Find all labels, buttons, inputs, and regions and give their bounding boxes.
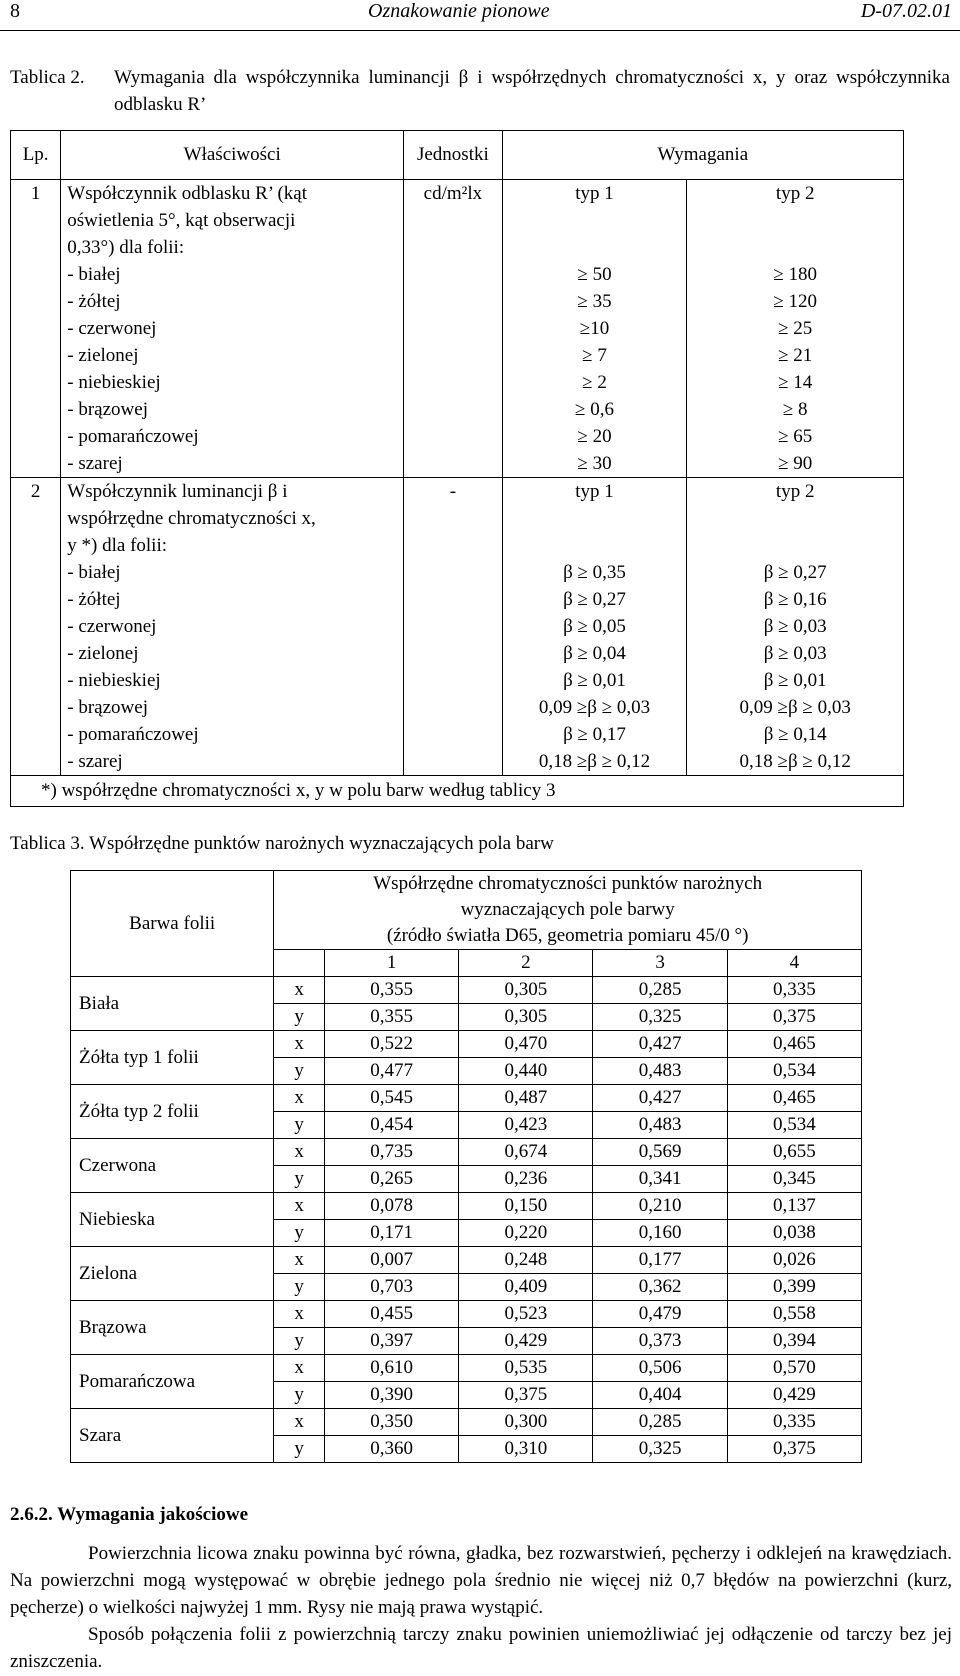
x-coordinate: 0,674	[459, 1139, 593, 1166]
y-coordinate: 0,360	[325, 1436, 459, 1463]
x-coordinate: 0,355	[325, 977, 459, 1004]
table2	[10, 130, 904, 807]
type1-requirement: 0,18 ≥β ≥ 0,12	[538, 751, 651, 772]
y-coordinate: 0,375	[459, 1382, 593, 1409]
axis-blank	[274, 950, 325, 977]
type1-requirement: ≥ 30	[577, 453, 612, 474]
axis-x: x	[274, 1139, 325, 1166]
type1-label: typ 1	[575, 481, 614, 502]
axis-x: x	[274, 977, 325, 1004]
foil-color-name: - białej	[67, 562, 121, 583]
table3-row-x	[71, 1139, 862, 1166]
foil-color: Zielona	[71, 1247, 274, 1301]
foil-color-name: - szarej	[67, 453, 123, 474]
y-coordinate: 0,325	[593, 1004, 727, 1031]
x-coordinate: 0,455	[325, 1301, 459, 1328]
spacer	[503, 532, 687, 559]
x-coordinate: 0,137	[727, 1193, 861, 1220]
y-coordinate: 0,483	[593, 1058, 727, 1085]
axis-y: y	[274, 1004, 325, 1031]
y-coordinate: 0,310	[459, 1436, 593, 1463]
axis-y: y	[274, 1382, 325, 1409]
axis-x: x	[274, 1247, 325, 1274]
y-coordinate: 0,375	[727, 1004, 861, 1031]
table2-caption	[10, 64, 950, 118]
type2-requirement: ≥ 25	[778, 318, 813, 339]
axis-x: x	[274, 1301, 325, 1328]
y-coordinate: 0,160	[593, 1220, 727, 1247]
x-coordinate: 0,427	[593, 1085, 727, 1112]
type2-requirement: β ≥ 0,01	[763, 670, 827, 691]
foil-color: Żółta typ 2 folii	[71, 1085, 274, 1139]
x-coordinate: 0,335	[727, 1409, 861, 1436]
x-coordinate: 0,026	[727, 1247, 861, 1274]
requirement-type1-column	[502, 180, 687, 478]
property-description-line: y *) dla folii:	[67, 535, 168, 556]
type1-requirement: ≥ 20	[577, 426, 612, 447]
y-coordinate: 0,038	[727, 1220, 861, 1247]
y-coordinate: 0,429	[459, 1328, 593, 1355]
foil-color-name: - pomarańczowej	[67, 426, 199, 447]
y-coordinate: 0,703	[325, 1274, 459, 1301]
table3	[70, 870, 862, 1463]
axis-x: x	[274, 1085, 325, 1112]
foil-color: Biała	[71, 977, 274, 1031]
row-lp	[11, 478, 61, 776]
foil-color-name: - zielonej	[67, 345, 139, 366]
y-coordinate: 0,220	[459, 1220, 593, 1247]
foil-color-name: - niebieskiej	[67, 372, 161, 393]
type2-requirement: ≥ 120	[773, 291, 818, 312]
x-coordinate: 0,335	[727, 977, 861, 1004]
x-coordinate: 0,300	[459, 1409, 593, 1436]
type2-label: typ 2	[775, 481, 815, 502]
type2-requirement: ≥ 8	[782, 399, 808, 420]
type2-requirement: ≥ 21	[778, 345, 813, 366]
foil-color-name: - brązowej	[67, 399, 148, 420]
header-units: Jednostki	[404, 131, 503, 180]
row-lp	[11, 180, 61, 478]
x-coordinate: 0,305	[459, 977, 593, 1004]
x-coordinate: 0,479	[593, 1301, 727, 1328]
table3-row-x	[71, 977, 862, 1004]
type2-label: typ 2	[775, 183, 815, 204]
table2-caption-text: Wymagania dla współczynnika luminancji β i współrzędnych chromatyczności x, y oraz współczynnika odblasku R’	[114, 67, 950, 115]
foil-color: Szara	[71, 1409, 274, 1463]
axis-x: x	[274, 1355, 325, 1382]
table3-row-x	[71, 1085, 862, 1112]
page-header	[0, 0, 960, 31]
y-coordinate: 0,397	[325, 1328, 459, 1355]
table3-row-x	[71, 1193, 862, 1220]
y-coordinate: 0,375	[727, 1436, 861, 1463]
header-lp: Lp.	[11, 131, 61, 180]
table3-body	[71, 871, 862, 1463]
document-code: D-07.02.01	[860, 0, 952, 22]
type2-requirement: 0,09 ≥β ≥ 0,03	[739, 697, 851, 718]
y-coordinate: 0,454	[325, 1112, 459, 1139]
spacer	[503, 207, 687, 234]
y-coordinate: 0,483	[593, 1112, 727, 1139]
table3-row-x	[71, 1301, 862, 1328]
property-description-line: Współczynnik odblasku R’ (kąt	[67, 183, 308, 204]
row-number: 2	[30, 481, 41, 502]
foil-color-name: - żółtej	[67, 291, 121, 312]
y-coordinate: 0,409	[459, 1274, 593, 1301]
type1-requirement: ≥ 7	[582, 345, 607, 366]
x-coordinate: 0,285	[593, 977, 727, 1004]
y-coordinate: 0,404	[593, 1382, 727, 1409]
table3-row-x	[71, 1031, 862, 1058]
table3-row-x	[71, 1409, 862, 1436]
row-unit	[404, 478, 503, 776]
type2-requirement: β ≥ 0,03	[763, 643, 827, 664]
type1-requirement: 0,09 ≥β ≥ 0,03	[538, 697, 651, 718]
x-coordinate: 0,558	[727, 1301, 861, 1328]
point-number: 2	[459, 950, 593, 977]
axis-x: x	[274, 1031, 325, 1058]
table2-row	[11, 180, 904, 478]
header-properties: Właściwości	[61, 131, 404, 180]
x-coordinate: 0,522	[325, 1031, 459, 1058]
type1-requirement: β ≥ 0,27	[563, 589, 626, 610]
unit-value: cd/m²lx	[423, 183, 483, 204]
x-coordinate: 0,078	[325, 1193, 459, 1220]
type1-requirement: β ≥ 0,35	[563, 562, 626, 583]
header-coordinates-line: wyznaczających pole barwy	[460, 899, 675, 920]
x-coordinate: 0,470	[459, 1031, 593, 1058]
axis-y: y	[274, 1058, 325, 1085]
y-coordinate: 0,341	[593, 1166, 727, 1193]
y-coordinate: 0,362	[593, 1274, 727, 1301]
type1-requirement: ≥10	[579, 318, 610, 339]
axis-y: y	[274, 1436, 325, 1463]
table3-row-x	[71, 1355, 862, 1382]
x-coordinate: 0,523	[459, 1301, 593, 1328]
property-description-line: Współczynnik luminancji β i	[67, 481, 288, 502]
x-coordinate: 0,655	[727, 1139, 861, 1166]
x-coordinate: 0,350	[325, 1409, 459, 1436]
header-title: Oznakowanie pionowe	[368, 0, 550, 22]
type2-requirement: β ≥ 0,16	[763, 589, 827, 610]
y-coordinate: 0,325	[593, 1436, 727, 1463]
table3-header-row	[71, 871, 862, 950]
type2-requirement: ≥ 90	[778, 453, 813, 474]
point-number: 1	[325, 950, 459, 977]
foil-color: Żółta typ 1 folii	[71, 1031, 274, 1085]
table2-header-row	[11, 131, 904, 180]
foil-color-name: - pomarańczowej	[67, 724, 199, 745]
property-description-line: oświetlenia 5°, kąt obserwacji	[67, 210, 296, 231]
table2-footnote: *) współrzędne chromatyczności x, y w polu barw według tablicy 3	[11, 776, 904, 807]
type1-requirement: ≥ 2	[582, 372, 607, 393]
unit-value: -	[449, 481, 457, 502]
y-coordinate: 0,440	[459, 1058, 593, 1085]
header-coordinates	[274, 871, 862, 950]
y-coordinate: 0,171	[325, 1220, 459, 1247]
header-requirements: Wymagania	[502, 131, 903, 180]
table3-row-x	[71, 1247, 862, 1274]
section-heading: 2.6.2. Wymagania jakościowe	[10, 1504, 249, 1525]
y-coordinate: 0,429	[727, 1382, 861, 1409]
type2-requirement: ≥ 14	[778, 372, 813, 393]
page-number: 8	[10, 0, 20, 22]
table2-row	[11, 478, 904, 776]
x-coordinate: 0,506	[593, 1355, 727, 1382]
row-number: 1	[30, 183, 41, 204]
y-coordinate: 0,373	[593, 1328, 727, 1355]
type2-requirement: β ≥ 0,14	[763, 724, 827, 745]
x-coordinate: 0,570	[727, 1355, 861, 1382]
y-coordinate: 0,355	[325, 1004, 459, 1031]
section-paragraph-1: Powierzchnia licowa znaku powinna być równa, gładka, bez rozwarstwień, pęcherzy i odklejeń na krawędziach. Na powierzchni mogą występować w obrębie jednego pola średnio nie więcej niż 0,7 błędów na powierzchni (kurz, pęcherze) o wielkości najwyżej 1 mm. Rysy nie mają prawa wystąpić.	[10, 1543, 952, 1618]
type1-requirement: β ≥ 0,05	[563, 616, 626, 637]
x-coordinate: 0,285	[593, 1409, 727, 1436]
y-coordinate: 0,236	[459, 1166, 593, 1193]
x-coordinate: 0,465	[727, 1031, 861, 1058]
axis-y: y	[274, 1274, 325, 1301]
foil-color-name: - żółtej	[67, 589, 121, 610]
requirement-type2-column	[687, 180, 904, 478]
y-coordinate: 0,305	[459, 1004, 593, 1031]
table3-caption: Tablica 3. Współrzędne punktów narożnych wyznaczających pola barw	[10, 833, 554, 854]
type2-requirement: β ≥ 0,27	[763, 562, 827, 583]
point-number: 4	[727, 950, 861, 977]
type1-requirement: ≥ 35	[577, 291, 612, 312]
type1-requirement: β ≥ 0,17	[563, 724, 626, 745]
requirement-type2-column	[687, 478, 904, 776]
axis-x: x	[274, 1409, 325, 1436]
foil-color-name: - czerwonej	[67, 616, 157, 637]
y-coordinate: 0,390	[325, 1382, 459, 1409]
spacer	[687, 532, 903, 559]
x-coordinate: 0,427	[593, 1031, 727, 1058]
y-coordinate: 0,534	[727, 1112, 861, 1139]
spacer	[503, 234, 687, 261]
spacer	[503, 505, 687, 532]
type1-requirement: β ≥ 0,01	[563, 670, 626, 691]
x-coordinate: 0,610	[325, 1355, 459, 1382]
row-unit	[404, 180, 503, 478]
foil-color-name: - szarej	[67, 751, 123, 772]
property-description-line: 0,33°) dla folii:	[67, 237, 185, 258]
x-coordinate: 0,210	[593, 1193, 727, 1220]
foil-color: Brązowa	[71, 1301, 274, 1355]
x-coordinate: 0,545	[325, 1085, 459, 1112]
y-coordinate: 0,399	[727, 1274, 861, 1301]
x-coordinate: 0,569	[593, 1139, 727, 1166]
type2-requirement: ≥ 180	[773, 264, 818, 285]
header-coordinates-line: Współrzędne chromatyczności punktów narożnych	[373, 873, 763, 894]
foil-color: Niebieska	[71, 1193, 274, 1247]
type2-requirement: ≥ 65	[778, 426, 813, 447]
axis-y: y	[274, 1166, 325, 1193]
table2-footnote-row	[11, 776, 904, 807]
row-properties	[61, 180, 404, 478]
requirement-type1-column	[502, 478, 687, 776]
axis-x: x	[274, 1193, 325, 1220]
y-coordinate: 0,534	[727, 1058, 861, 1085]
type1-requirement: ≥ 50	[577, 264, 612, 285]
row-properties	[61, 478, 404, 776]
x-coordinate: 0,150	[459, 1193, 593, 1220]
foil-color: Czerwona	[71, 1139, 274, 1193]
header-coordinates-line: (źródło światła D65, geometria pomiaru 45/0 °)	[386, 925, 749, 946]
type1-requirement: β ≥ 0,04	[563, 643, 626, 664]
foil-color: Pomarańczowa	[71, 1355, 274, 1409]
type1-label: typ 1	[575, 183, 614, 204]
axis-y: y	[274, 1112, 325, 1139]
property-description-line: współrzędne chromatyczności x,	[67, 508, 316, 529]
foil-color-name: - niebieskiej	[67, 670, 161, 691]
spacer	[687, 505, 903, 532]
point-number: 3	[593, 950, 727, 977]
foil-color-name: - białej	[67, 264, 121, 285]
x-coordinate: 0,487	[459, 1085, 593, 1112]
type1-requirement: ≥ 0,6	[575, 399, 614, 420]
foil-color-name: - brązowej	[67, 697, 148, 718]
y-coordinate: 0,423	[459, 1112, 593, 1139]
x-coordinate: 0,177	[593, 1247, 727, 1274]
y-coordinate: 0,345	[727, 1166, 861, 1193]
x-coordinate: 0,007	[325, 1247, 459, 1274]
header-color: Barwa folii	[71, 871, 274, 977]
table2-label: Tablica 2.	[10, 67, 85, 88]
table2-body	[11, 180, 904, 776]
foil-color-name: - czerwonej	[67, 318, 157, 339]
type2-requirement: β ≥ 0,03	[763, 616, 827, 637]
y-coordinate: 0,394	[727, 1328, 861, 1355]
x-coordinate: 0,248	[459, 1247, 593, 1274]
spacer	[687, 234, 903, 261]
axis-y: y	[274, 1220, 325, 1247]
x-coordinate: 0,465	[727, 1085, 861, 1112]
y-coordinate: 0,265	[325, 1166, 459, 1193]
spacer	[687, 207, 903, 234]
axis-y: y	[274, 1328, 325, 1355]
x-coordinate: 0,535	[459, 1355, 593, 1382]
x-coordinate: 0,735	[325, 1139, 459, 1166]
y-coordinate: 0,477	[325, 1058, 459, 1085]
foil-color-name: - zielonej	[67, 643, 139, 664]
type2-requirement: 0,18 ≥β ≥ 0,12	[739, 751, 851, 772]
section-paragraph-2: Sposób połączenia folii z powierzchnią tarczy znaku powinien uniemożliwiać jej odłączenie od tarczy bez jej zniszczenia.	[10, 1624, 952, 1672]
